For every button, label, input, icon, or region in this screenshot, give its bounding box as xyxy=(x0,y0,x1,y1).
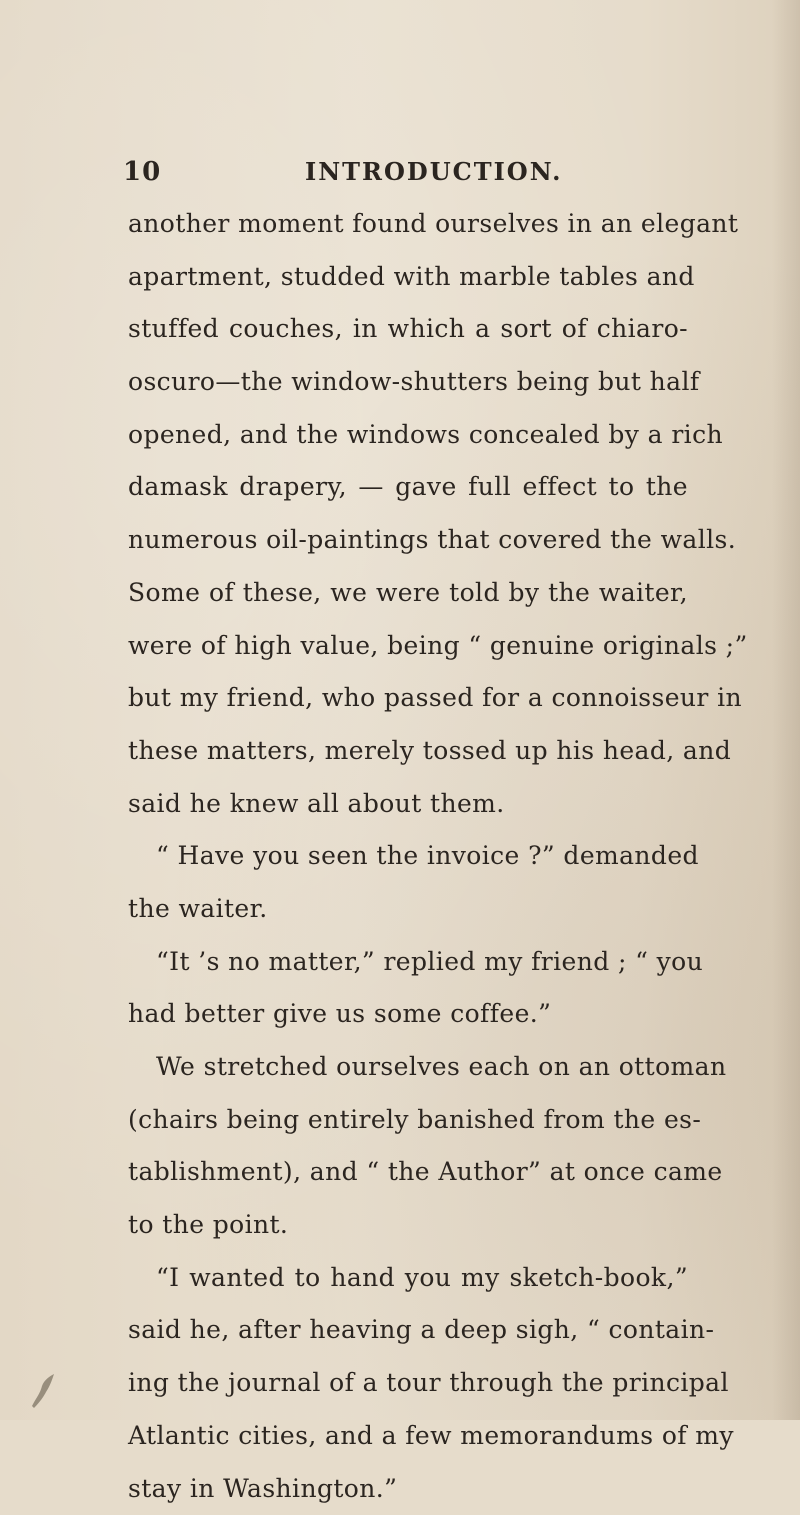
running-head: INTRODUCTION. xyxy=(305,157,562,186)
text-line: (chairs being entirely banished from the es- xyxy=(128,1094,688,1147)
text-line: to the point. xyxy=(128,1199,688,1252)
text-line: but my friend, who passed for a connoisseur in xyxy=(128,672,688,725)
text-line: “ Have you seen the invoice ?” demanded xyxy=(128,830,688,883)
ink-blot-icon xyxy=(28,1370,58,1410)
text-line: oscuro—the window-shutters being but half xyxy=(128,356,688,409)
text-line: We stretched ourselves each on an ottoman xyxy=(128,1041,688,1094)
page-number: 10 xyxy=(123,157,161,187)
text-line: numerous oil-paintings that covered the walls. xyxy=(128,514,688,567)
text-line: ing the journal of a tour through the principal xyxy=(128,1357,688,1410)
text-line: “I wanted to hand you my sketch-book,” xyxy=(128,1252,688,1305)
page-edge-shadow xyxy=(772,0,800,1420)
text-line: “It ’s no matter,” replied my friend ; “ you xyxy=(128,936,688,989)
text-line: stuffed couches, in which a sort of chiaro- xyxy=(128,303,688,356)
body-text xyxy=(128,198,688,1515)
text-line: tablishment), and “ the Author” at once came xyxy=(128,1146,688,1199)
text-line: damask drapery, — gave full effect to the xyxy=(128,461,688,514)
page-header xyxy=(123,157,683,197)
text-line: had better give us some coffee.” xyxy=(128,988,688,1041)
text-line: Atlantic cities, and a few memorandums of my xyxy=(128,1410,688,1463)
text-line: another moment found ourselves in an elegant xyxy=(128,198,688,251)
text-line: apartment, studded with marble tables and xyxy=(128,251,688,304)
text-line: said he, after heaving a deep sigh, “ contain- xyxy=(128,1304,688,1357)
text-line: these matters, merely tossed up his head, and xyxy=(128,725,688,778)
text-line: said he knew all about them. xyxy=(128,778,688,831)
text-line: were of high value, being “ genuine originals ;” xyxy=(128,620,688,673)
text-line: the waiter. xyxy=(128,883,688,936)
text-line: stay in Washington.” xyxy=(128,1463,688,1515)
text-line: opened, and the windows concealed by a rich xyxy=(128,409,688,462)
text-line: Some of these, we were told by the waiter, xyxy=(128,567,688,620)
